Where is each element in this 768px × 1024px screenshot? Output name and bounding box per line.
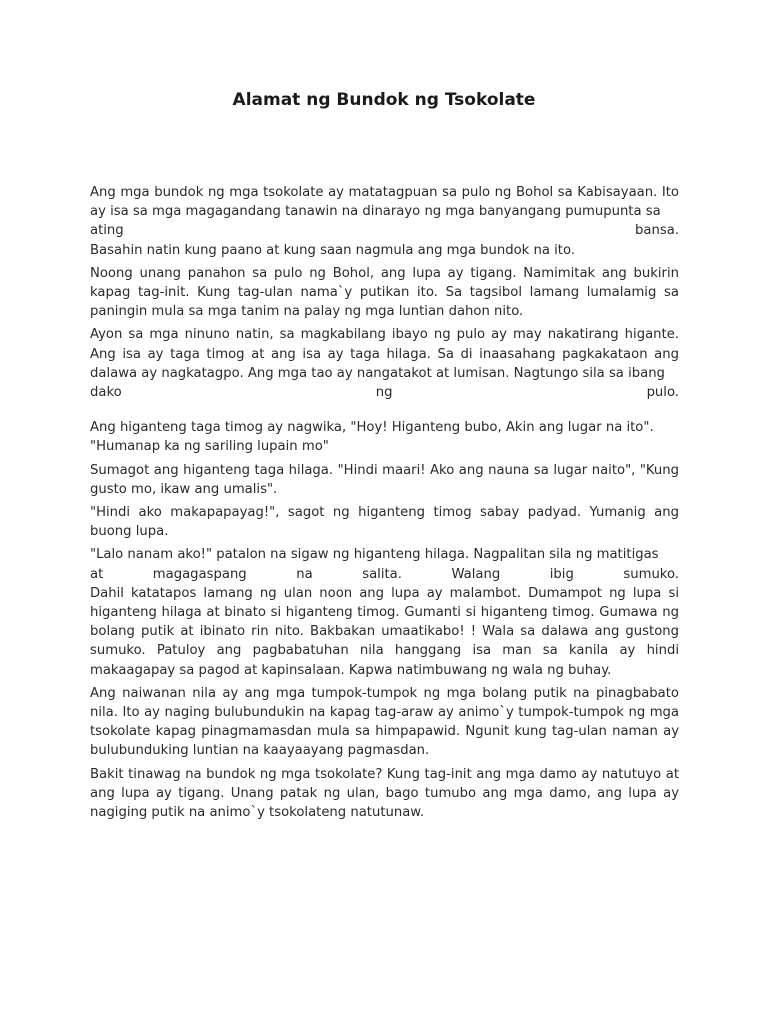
paragraph-line: at magagaspang na salita. Walang ibig sumuko. — [90, 566, 679, 582]
paragraph-line: Ayon sa mga ninuno natin, sa magkabilang ibayo ng pulo ay may nakatirang higante. Ang isa ay taga timog at ang isa ay taga hilaga. Sa di inaasahang pagkakataon ang dalawa ay nagkatagpo. Ang mga tao ay nangatakot at lumisan. Nagtungo sila sa ibang — [90, 327, 679, 381]
paragraph — [90, 684, 679, 761]
page-title: Alamat ng Bundok ng Tsokolate — [232, 90, 536, 110]
paragraph-line: "Humanap ka ng sariling lupain mo" — [90, 439, 329, 455]
paragraph — [90, 545, 679, 679]
paragraph — [90, 325, 679, 402]
paragraph-line: "Lalo nanam ako!" patalon na sigaw ng higanteng hilaga. Nagpalitan sila ng matitigas — [90, 547, 659, 563]
paragraph-line: Basahin natin kung paano at kung saan nagmula ang mga bundok na ito. — [90, 242, 575, 258]
paragraph-line: Noong unang panahon sa pulo ng Bohol, ang lupa ay tigang. Namimitak ang bukirin kapag tag-init. Kung tag-ulan nama`y putikan ito. Sa tagsibol lamang lumalamig sa paningin mula sa mga tanim na palay ng mga luntian dahon nito. — [90, 265, 679, 320]
paragraph — [90, 765, 679, 823]
paragraph-line: ating bansa. — [90, 223, 679, 239]
paragraph-line: dako ng pulo. — [90, 385, 679, 401]
paragraph — [90, 183, 679, 260]
paragraph — [90, 503, 679, 541]
paragraph-line: Dahil katatapos lamang ng ulan noon ang lupa ay malambot. Dumampot ng lupa si higanteng hilaga at binato si higanteng timog. Gumanti si higanteng timog. Gumawa ng bolang putik at ibinato rin nito. Bakbakan umaatikabo! ! Wala sa dalawa ang gustong sumuko. Patuloy ang pagbabatuhan nila hanggang isa man sa kanila ay hindi makaagapay sa pagod at kapinsalaan. Kapwa natimbuwang ng wala ng buhay. — [90, 585, 679, 678]
paragraph — [90, 418, 679, 456]
paragraph-line: "Hindi ako makapapayag!", sagot ng higanteng timog sabay padyad. Yumanig ang buong lupa. — [90, 505, 679, 540]
paragraph — [90, 264, 679, 322]
paragraph-line: Ang higanteng taga timog ay nagwika, "Hoy! Higanteng bubo, Akin ang lugar na ito". — [90, 420, 654, 436]
document-body — [90, 183, 679, 826]
paragraph-line: Bakit tinawag na bundok ng mga tsokolate? Kung tag-init ang mga damo ay natutuyo at ang lupa ay tigang. Unang patak ng ulan, bago tumubo ang mga damo, ang lupa ay nagiging putik na animo`y tsokolateng natutunaw. — [90, 766, 679, 821]
paragraph-line: Ang mga bundok ng mga tsokolate ay matatagpuan sa pulo ng Bohol sa Kabisayaan. Ito ay isa sa mga magagandang tanawin na dinarayo ng mga banyangang pumupunta sa — [90, 185, 679, 220]
paragraph — [90, 461, 679, 499]
paragraph-line: Sumagot ang higanteng taga hilaga. "Hindi maari! Ako ang nauna sa lugar naito", "Kung gusto mo, ikaw ang umalis". — [90, 462, 679, 497]
paragraph-line: Ang naiwanan nila ay ang mga tumpok-tumpok ng mga bolang putik na pinagbabato nila. Ito ay naging bulubundukin na kapag tag-araw ay animo`y tumpok-tumpok ng mga tsokolate kapag pinagmamasdan mula sa himpapawid. Ngunit kung tag-ulan naman ay bulubunduking luntian na kaayaayang pagmasdan. — [90, 685, 679, 759]
